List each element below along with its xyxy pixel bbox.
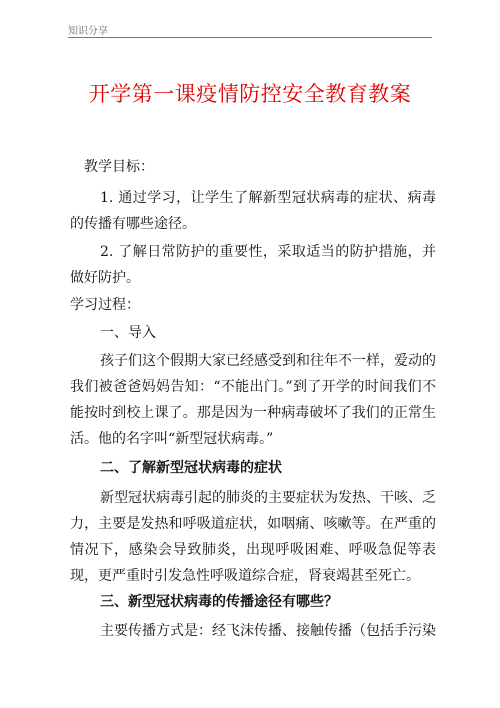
section-2-heading: 二、了解新型冠状病毒的症状 [100,460,282,476]
section-3-heading: 三、新型冠状病毒的传播途径有哪些？ [100,594,338,610]
header-divider [68,37,432,38]
process-heading: 学习过程： [70,297,140,313]
section-1-heading: 一、导入 [100,325,156,341]
section-1-text: 孩子们这个假期大家已经感受到和往年不一样，爱动的我们被爸爸妈妈告知：“不能出门。”到了开学的时间我们不能按时到校上课了。那是因为一种病毒破坏了我们的正常生活。他的名字叫“新型冠状病毒。” [70,353,436,447]
objective-1: 1. 通过学习，让学生了解新型冠状病毒的症状、病毒的传播有哪些途径。 [70,190,436,232]
section-2-text: 新型冠状病毒引起的肺炎的主要症状为发热、干咳、乏力，主要是发热和呼吸道症状，如咽痛、咳嗽等。在严重的情况下，感染会导致肺炎，出现呼吸困难、呼吸急促等表现，更严重时引发急性呼吸道综合症，肾衰竭甚至死亡。 [70,490,436,584]
header-brand: 知识分享 [68,26,108,37]
section-3-text: 主要传播方式是：经飞沫传播、接触传播（包括手污染 [100,623,436,639]
objective-2: 2. 了解日常防护的重要性，采取适当的防护措施，并做好防护。 [70,244,436,286]
document-title: 开学第一课疫情防控安全教育教案 [88,82,412,106]
objectives-heading: 教学目标： [84,159,154,175]
